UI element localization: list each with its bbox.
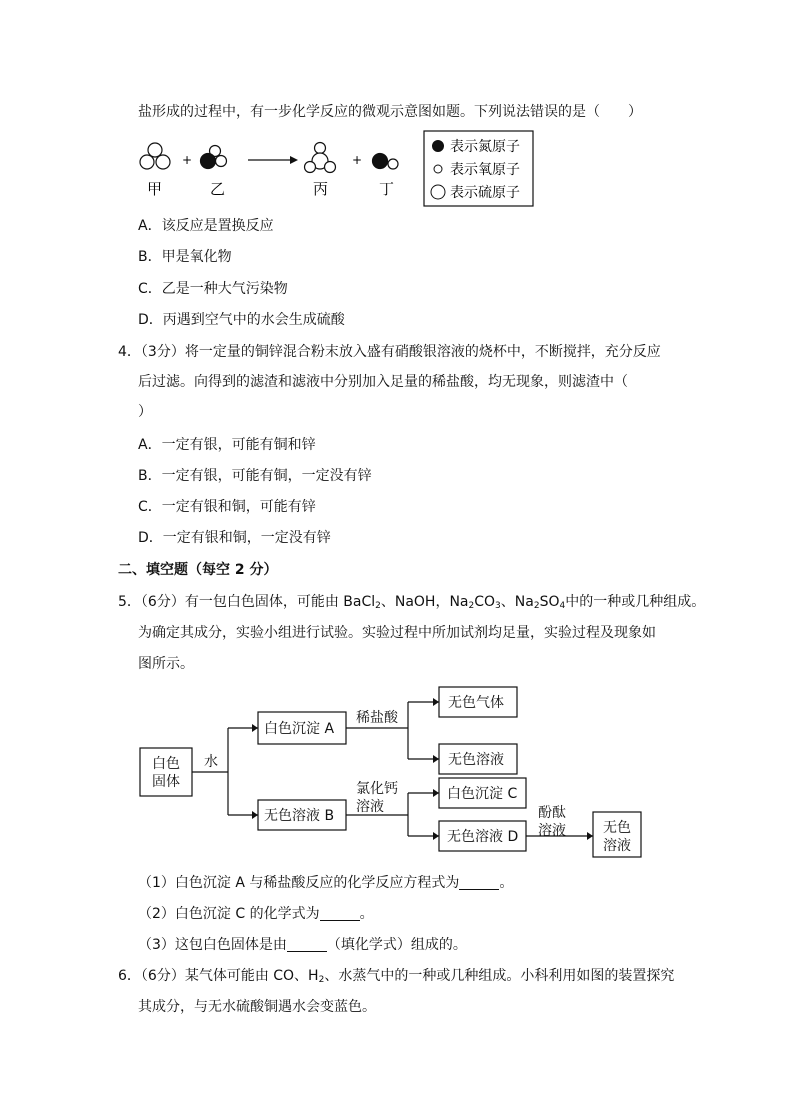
legend-box [424, 131, 533, 206]
q3-option-d[interactable]: D．丙遇到空气中的水会生成硫酸 [138, 312, 345, 328]
q4-stem-line2: 后过滤。向得到的滤渣和滤液中分别加入足量的稀盐酸，均无现象，则滤渣中（ [138, 374, 628, 390]
molecule-ding [373, 154, 399, 170]
q4-option-a[interactable]: A．一定有银，可能有铜和锌 [138, 437, 316, 453]
label-bing: 丙 [313, 180, 329, 198]
plus-sign-1: + [182, 153, 193, 167]
q4-option-d[interactable]: D．一定有银和铜，一定没有锌 [138, 530, 331, 546]
label-solution-d: 无色溶液 D [447, 829, 519, 845]
legend-oxygen: 表示氧原子 [450, 162, 520, 178]
q5-stem-line2: 为确定其成分，实验小组进行试验。实验过程中所加试剂均足量，实验过程及现象如 [138, 625, 656, 641]
label-ppt-a: 白色沉淀 A [264, 721, 335, 737]
label-water: 水 [204, 754, 218, 770]
molecule-jia [140, 143, 170, 169]
q6-stem-line2: 其成分，与无水硫酸铜遇水会变蓝色。 [138, 999, 376, 1015]
q5-stem-line1: 5．（6分）有一包白色固体，可能由 BaCl$_2$、NaOH，$Na_2CO_3$、$Na_2SO_4$中的一种或几种组成。 [118, 594, 706, 611]
plus-sign-2: + [352, 153, 363, 167]
q4-stem-line3: ） [138, 404, 152, 420]
nitrogen-legend-icon [433, 141, 444, 152]
label-final-1: 无色 [603, 820, 631, 836]
q3-option-b[interactable]: B．甲是氧化物 [138, 249, 232, 265]
section-title: 二、填空题（每空 2 分） [118, 562, 278, 578]
legend-nitrogen: 表示氮原子 [450, 139, 520, 155]
label-hcl: 稀盐酸 [356, 710, 398, 726]
label-solution-1: 无色溶液 [448, 752, 504, 768]
q3-stem-tail: 盐形成的过程中，有一步化学反应的微观示意图如题。下列说法错误的是（ ） [138, 104, 642, 120]
label-gas: 无色气体 [448, 695, 504, 711]
label-phenol-2: 溶液 [538, 823, 566, 839]
q5-sub2: （2）白色沉淀 C 的化学式为 。 [138, 906, 374, 922]
q3-option-a[interactable]: A．该反应是置换反应 [138, 218, 274, 234]
label-yi: 乙 [210, 180, 226, 198]
q4-option-b[interactable]: B．一定有银，可能有铜，一定没有锌 [138, 468, 372, 484]
q4-option-c[interactable]: C．一定有银和铜，可能有锌 [138, 499, 316, 515]
q5-stem-line3: 图所示。 [138, 656, 194, 672]
molecule-yi [201, 146, 227, 169]
reaction-diagram [130, 128, 550, 210]
legend-sulfur: 表示硫原子 [450, 185, 520, 201]
label-ding: 丁 [379, 180, 395, 198]
experiment-flowchart [130, 680, 650, 865]
oxygen-legend-icon [434, 165, 442, 173]
answer-blank-1[interactable] [459, 875, 499, 890]
q5-sub1: （1）白色沉淀 A 与稀盐酸反应的化学反应方程式为 。 [138, 875, 514, 891]
label-white-solid-1: 白色 [152, 756, 180, 772]
label-solution-b: 无色溶液 B [264, 808, 335, 824]
label-ppt-c: 白色沉淀 C [447, 786, 518, 802]
q5-sub3: （3）这包白色固体是由 （填化学式）组成的。 [138, 937, 467, 953]
q4-stem-line1: 4．（3分）将一定量的铜锌混合粉末放入盛有硝酸银溶液的烧杯中，不断搅拌，充分反应 [118, 344, 661, 360]
label-jia: 甲 [147, 180, 163, 198]
label-phenol-1: 酚酞 [538, 805, 566, 821]
q6-stem-line1: 6．（6分）某气体可能由 CO、$H_2$、水蒸气中的一种或几种组成。小科利用如图的装置探究 [118, 968, 675, 985]
label-white-solid-2: 固体 [152, 774, 180, 790]
sulfur-legend-icon [431, 185, 445, 199]
label-final-2: 溶液 [603, 838, 631, 854]
answer-blank-2[interactable] [320, 906, 360, 921]
label-cacl2-1: 氯化钙 [356, 781, 398, 797]
molecule-bing [305, 143, 336, 173]
answer-blank-3[interactable] [287, 937, 327, 952]
label-cacl2-2: 溶液 [356, 799, 384, 815]
q3-option-c[interactable]: C．乙是一种大气污染物 [138, 281, 288, 297]
